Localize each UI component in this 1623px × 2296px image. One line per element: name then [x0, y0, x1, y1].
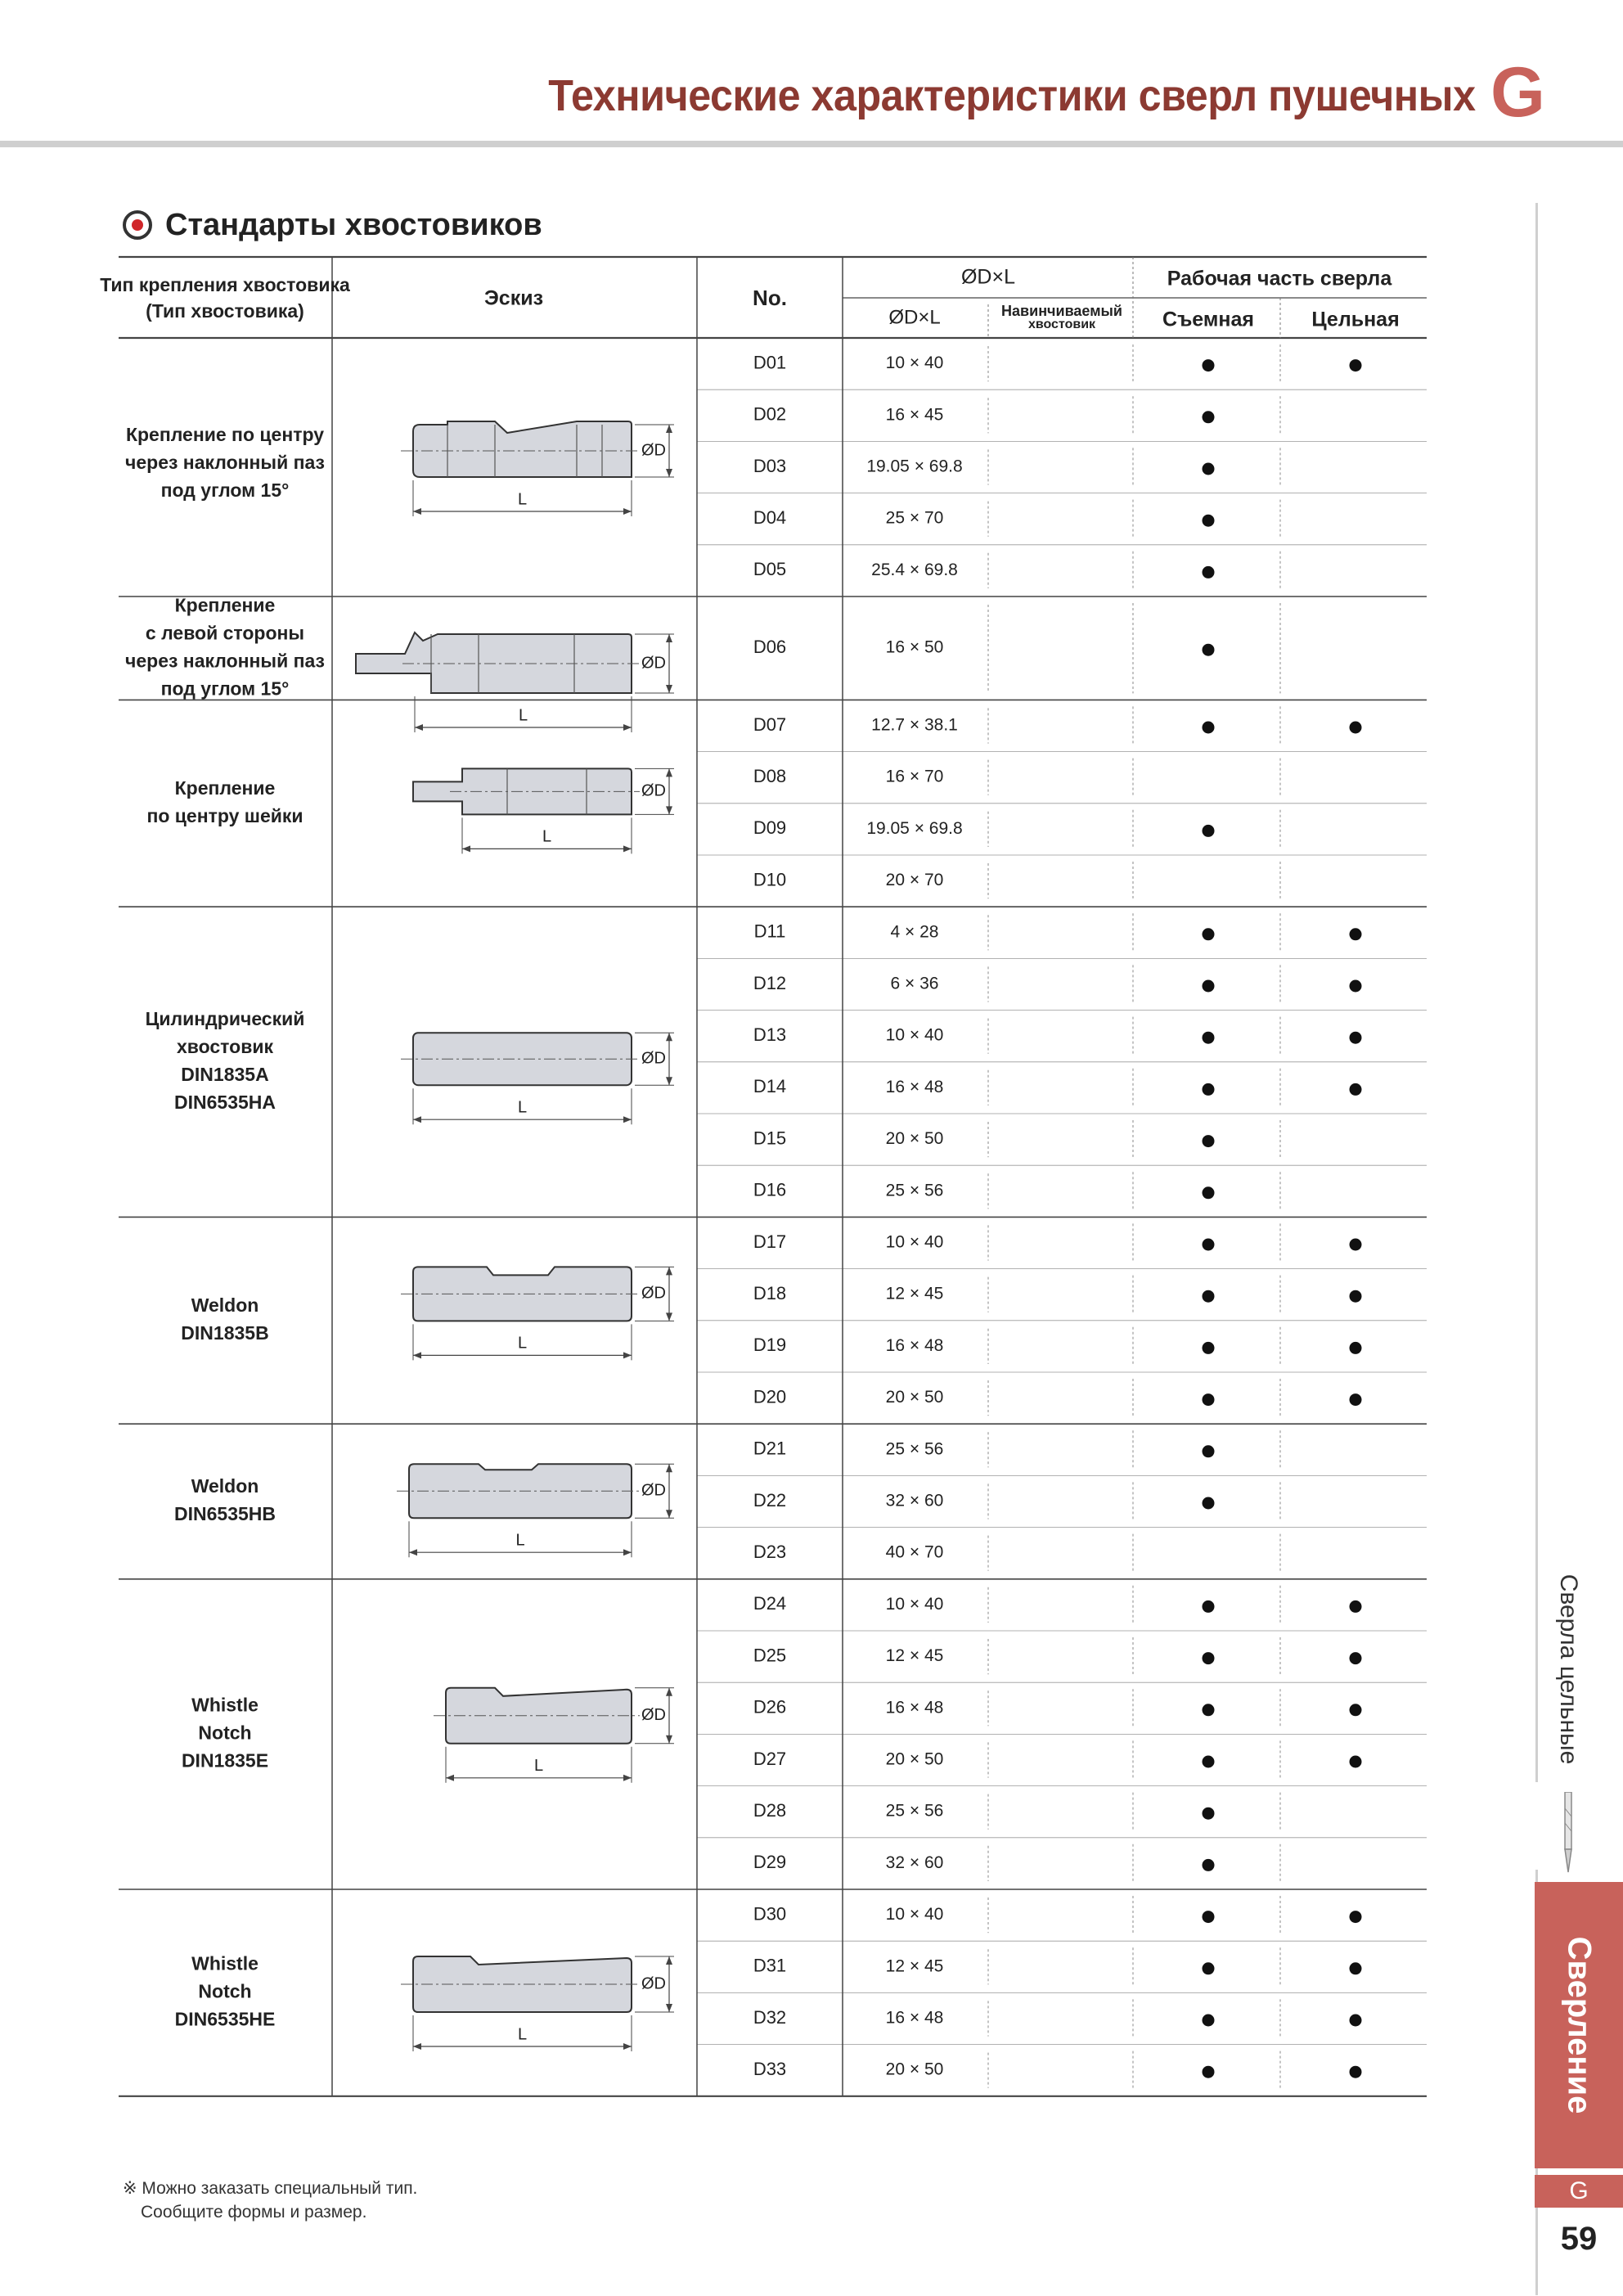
group-label-line: под углом 15°: [160, 678, 290, 700]
dim-arrow: [666, 1464, 672, 1472]
group-label-line: через наклонный паз: [125, 650, 325, 672]
dim-arrow: [413, 508, 421, 515]
bullet-removable: [1203, 1962, 1215, 1974]
group-label-line: по центру шейки: [146, 804, 303, 826]
chapter-letter: G: [1490, 53, 1545, 132]
diameter-label: ØD: [641, 441, 666, 460]
diameter-label: ØD: [641, 1284, 666, 1303]
bullet-solid: [1350, 980, 1362, 993]
bullet-removable: [1203, 644, 1215, 656]
dim-arrow: [623, 1549, 632, 1555]
dim-arrow: [666, 1956, 672, 1965]
footnote-line-1: ※ Можно заказать специальный тип.: [123, 2179, 418, 2198]
side-category-label: Сверла цельные: [1555, 1573, 1582, 1765]
bullet-removable: [1203, 411, 1215, 423]
row-dl: 12.7 × 38.1: [871, 715, 958, 735]
row-no: D22: [753, 1489, 787, 1510]
header-type-line2: (Тип хвостовика): [146, 300, 304, 322]
header-sketch: Эскиз: [484, 286, 543, 310]
row-no: D11: [753, 921, 786, 942]
bullet-solid: [1350, 928, 1362, 940]
row-dl: 16 × 70: [885, 767, 944, 786]
row-no: D28: [753, 1800, 787, 1821]
group-label-line: Крепление: [174, 594, 276, 616]
row-dl: 20 × 70: [885, 871, 944, 890]
row-no: D13: [753, 1024, 787, 1046]
group-label-line: Цилиндрический: [145, 1007, 305, 1029]
bullet-removable: [1203, 1186, 1215, 1199]
dim-arrow: [666, 2004, 672, 2012]
sketch-inclined-left: [356, 633, 674, 732]
dim-arrow: [666, 469, 672, 477]
dim-arrow: [446, 1775, 454, 1781]
sketch-cylinder: [401, 1033, 674, 1124]
row-no: D12: [753, 972, 787, 993]
bullet-removable: [1203, 825, 1215, 837]
bullet-solid: [1350, 1342, 1362, 1354]
row-dl: 16 × 50: [885, 637, 944, 657]
side-tab-label: Сверление: [1561, 1936, 1598, 2114]
row-no: D07: [753, 714, 787, 735]
row-dl: 10 × 40: [885, 1905, 944, 1925]
bullet-solid: [1350, 2015, 1362, 2027]
sketch-whistle-he: [401, 1956, 674, 2051]
row-no: D30: [753, 1903, 787, 1925]
length-label: L: [542, 827, 552, 846]
group-label-line: с левой стороны: [145, 622, 305, 644]
dim-arrow: [415, 724, 423, 731]
row-dl: 20 × 50: [885, 2060, 944, 2079]
footnote-line-2: Сообщите формы и размер.: [141, 2203, 367, 2222]
dim-arrow: [666, 1312, 672, 1321]
row-dl: 10 × 40: [885, 1594, 944, 1614]
sketch-neck: [413, 768, 674, 853]
sketch-whistle: [434, 1688, 674, 1783]
group-label-line: DIN1835B: [181, 1321, 269, 1344]
bullet-removable: [1203, 1135, 1215, 1147]
row-no: D25: [753, 1645, 787, 1666]
row-dl: 10 × 40: [885, 353, 944, 373]
dim-arrow: [666, 685, 672, 693]
page-title: Технические характеристики сверл пушечных: [548, 71, 1476, 120]
bullet-solid: [1350, 1032, 1362, 1044]
header-dl-group: ØD×L: [960, 265, 1016, 289]
row-no: D14: [753, 1076, 787, 1097]
row-no: D31: [753, 1955, 787, 1976]
row-no: D03: [753, 455, 787, 476]
bullet-solid: [1350, 1239, 1362, 1251]
length-label: L: [518, 706, 528, 725]
row-no: D27: [753, 1748, 787, 1769]
dim-arrow: [666, 1033, 672, 1041]
row-dl: 12 × 45: [885, 1956, 944, 1976]
bullet-removable: [1203, 1808, 1215, 1820]
row-dl: 32 × 60: [885, 1491, 944, 1510]
bullet-removable: [1203, 1704, 1215, 1716]
header-work-group: Рабочая часть сверла: [1167, 267, 1392, 290]
row-dl: 4 × 28: [890, 922, 939, 942]
row-dl: 16 × 45: [885, 405, 944, 425]
bullet-solid: [1350, 1962, 1362, 1974]
row-no: D32: [753, 2006, 787, 2028]
bullet-removable: [1203, 2015, 1215, 2027]
row-no: D15: [753, 1128, 787, 1149]
row-dl: 20 × 50: [885, 1749, 944, 1769]
dim-arrow: [413, 1116, 421, 1123]
row-dl: 32 × 60: [885, 1853, 944, 1872]
dim-arrow: [623, 724, 632, 731]
dim-arrow: [666, 1688, 672, 1696]
group-label-line: Weldon: [191, 1294, 259, 1316]
row-no: D23: [753, 1542, 787, 1563]
row-no: D33: [753, 2059, 787, 2080]
dim-arrow: [413, 1352, 421, 1358]
bullet-solid: [1350, 1911, 1362, 1923]
row-dl: 10 × 40: [885, 1232, 944, 1252]
row-dl: 25 × 56: [885, 1181, 944, 1200]
row-no: D06: [753, 637, 787, 658]
dim-arrow: [462, 845, 470, 852]
row-dl: 25 × 70: [885, 508, 944, 528]
bullet-removable: [1203, 463, 1215, 475]
bullet-removable: [1203, 1600, 1215, 1613]
group-label-line: хвостовик: [177, 1035, 273, 1057]
group-label-line: Крепление по центру: [125, 424, 325, 446]
dim-arrow: [623, 1352, 632, 1358]
row-dl: 16 × 48: [885, 1335, 944, 1355]
header-screw-line2: хвостовик: [1027, 317, 1096, 332]
row-dl: 12 × 45: [885, 1284, 944, 1303]
dim-arrow: [666, 806, 672, 814]
row-no: D10: [753, 869, 787, 890]
group-label-line: DIN6535HA: [174, 1091, 276, 1113]
shank-body: [413, 421, 632, 477]
bullet-removable: [1203, 980, 1215, 993]
row-dl: 20 × 50: [885, 1388, 944, 1407]
bullet-solid: [1350, 359, 1362, 371]
page-number: 59: [1560, 2221, 1598, 2257]
row-no: D16: [753, 1179, 787, 1200]
dim-arrow: [666, 1267, 672, 1275]
drill-icon: [1558, 1792, 1578, 1874]
dim-arrow: [623, 845, 632, 852]
side-tab-drilling[interactable]: [1535, 1882, 1623, 2168]
row-no: D24: [753, 1593, 787, 1614]
length-label: L: [517, 2025, 528, 2044]
bullet-solid: [1350, 1600, 1362, 1613]
header-no: No.: [753, 285, 787, 310]
bullet-removable: [1203, 1911, 1215, 1923]
row-no: D02: [753, 403, 787, 425]
group-label-line: через наклонный паз: [125, 452, 325, 474]
dim-arrow: [413, 2043, 421, 2050]
bullet-solid: [1350, 1290, 1362, 1303]
group-label-line: Notch: [198, 1980, 252, 2002]
bullet-removable: [1203, 1652, 1215, 1664]
diameter-label: ØD: [641, 781, 666, 800]
dim-arrow: [623, 2043, 632, 2050]
diameter-label: ØD: [641, 1706, 666, 1725]
row-no: D20: [753, 1386, 787, 1407]
bullet-removable: [1203, 359, 1215, 371]
bullet-solid: [1350, 1704, 1362, 1716]
group-label-line: Крепление: [174, 777, 276, 799]
row-no: D29: [753, 1852, 787, 1873]
sketch-inclined-center: [401, 421, 674, 516]
bullet-solid: [1350, 722, 1362, 734]
group-label-line: Notch: [198, 1722, 252, 1744]
side-category: [1535, 1571, 1602, 1767]
group-label-line: DIN6535HB: [174, 1503, 276, 1525]
dim-arrow: [666, 425, 672, 433]
diameter-label: ØD: [641, 1974, 666, 1993]
bullet-solid: [1350, 1756, 1362, 1768]
group-label-line: DIN1835E: [181, 1749, 269, 1772]
row-dl: 19.05 × 69.8: [866, 457, 963, 476]
row-dl: 25 × 56: [885, 1439, 944, 1459]
row-dl: 40 × 70: [885, 1542, 944, 1562]
bullet-removable: [1203, 1859, 1215, 1871]
row-no: D05: [753, 559, 787, 580]
dim-arrow: [623, 508, 632, 515]
bullet-removable: [1203, 1342, 1215, 1354]
side-chapter-letter: G: [1535, 2175, 1623, 2208]
row-dl: 19.05 × 69.8: [866, 818, 963, 838]
row-dl: 10 × 40: [885, 1025, 944, 1045]
sketch-weldon: [401, 1267, 674, 1360]
length-label: L: [533, 1757, 544, 1776]
bullet-solid: [1350, 1652, 1362, 1664]
row-dl: 16 × 48: [885, 1698, 944, 1717]
length-label: L: [517, 1334, 528, 1353]
row-dl: 16 × 48: [885, 2008, 944, 2028]
bullet-removable: [1203, 1083, 1215, 1096]
shank-body: [356, 633, 632, 693]
header-dl: ØD×L: [888, 306, 941, 329]
header-screw-line1: Навинчиваемый: [1001, 302, 1122, 319]
bullet-removable: [1203, 722, 1215, 734]
row-no: D21: [753, 1438, 787, 1459]
sketch-weldon-hb: [397, 1464, 674, 1557]
bullet-solid: [1350, 1393, 1362, 1406]
group-label-line: под углом 15°: [160, 479, 290, 502]
row-no: D01: [753, 352, 787, 373]
side-divider: [1535, 203, 1538, 1782]
bullet-removable: [1203, 566, 1215, 579]
length-label: L: [515, 1531, 525, 1550]
row-no: D08: [753, 766, 787, 787]
header-solid: Цельная: [1311, 308, 1400, 331]
dim-arrow: [666, 634, 672, 642]
bullet-removable: [1203, 1497, 1215, 1510]
section-title: Стандарты хвостовиков: [165, 207, 542, 242]
group-label-line: DIN6535HE: [174, 2008, 276, 2030]
bullet-removable: [1203, 515, 1215, 527]
row-dl: 25 × 56: [885, 1801, 944, 1821]
row-no: D09: [753, 817, 787, 839]
bullet-removable: [1203, 2066, 1215, 2078]
dim-arrow: [623, 1775, 632, 1781]
row-dl: 20 × 50: [885, 1129, 944, 1149]
group-label-line: Whistle: [191, 1952, 259, 1974]
diameter-label: ØD: [641, 654, 666, 673]
dim-arrow: [623, 1116, 632, 1123]
bullet-solid: [1350, 1083, 1362, 1096]
bullet-removable: [1203, 1393, 1215, 1406]
header-removable: Съемная: [1162, 308, 1254, 331]
row-dl: 6 × 36: [890, 974, 939, 993]
dim-arrow: [666, 1077, 672, 1085]
row-no: D17: [753, 1231, 787, 1252]
row-no: D04: [753, 507, 787, 529]
row-no: D19: [753, 1335, 787, 1356]
dim-arrow: [666, 1736, 672, 1744]
diameter-label: ØD: [641, 1481, 666, 1500]
group-label-line: Weldon: [191, 1475, 259, 1497]
dim-arrow: [666, 1510, 672, 1518]
bullet-removable: [1203, 1290, 1215, 1303]
row-dl: 12 × 45: [885, 1646, 944, 1666]
row-no: D18: [753, 1283, 787, 1304]
header-type-line1: Тип крепления хвостовика: [100, 274, 350, 296]
bullet-removable: [1203, 1756, 1215, 1768]
dim-arrow: [666, 768, 672, 777]
length-label: L: [517, 1098, 528, 1117]
group-label-line: Whistle: [191, 1694, 259, 1716]
dim-arrow: [409, 1549, 417, 1555]
bullet-solid: [1350, 2066, 1362, 2078]
length-label: L: [517, 490, 528, 509]
row-dl: 16 × 48: [885, 1077, 944, 1096]
bullet-removable: [1203, 1239, 1215, 1251]
row-dl: 25.4 × 69.8: [871, 560, 958, 579]
bullet-removable: [1203, 1032, 1215, 1044]
group-label-line: DIN1835A: [181, 1063, 269, 1085]
bullet-removable: [1203, 928, 1215, 940]
diameter-label: ØD: [641, 1049, 666, 1068]
bullet-removable: [1203, 1445, 1215, 1457]
row-no: D26: [753, 1696, 787, 1717]
